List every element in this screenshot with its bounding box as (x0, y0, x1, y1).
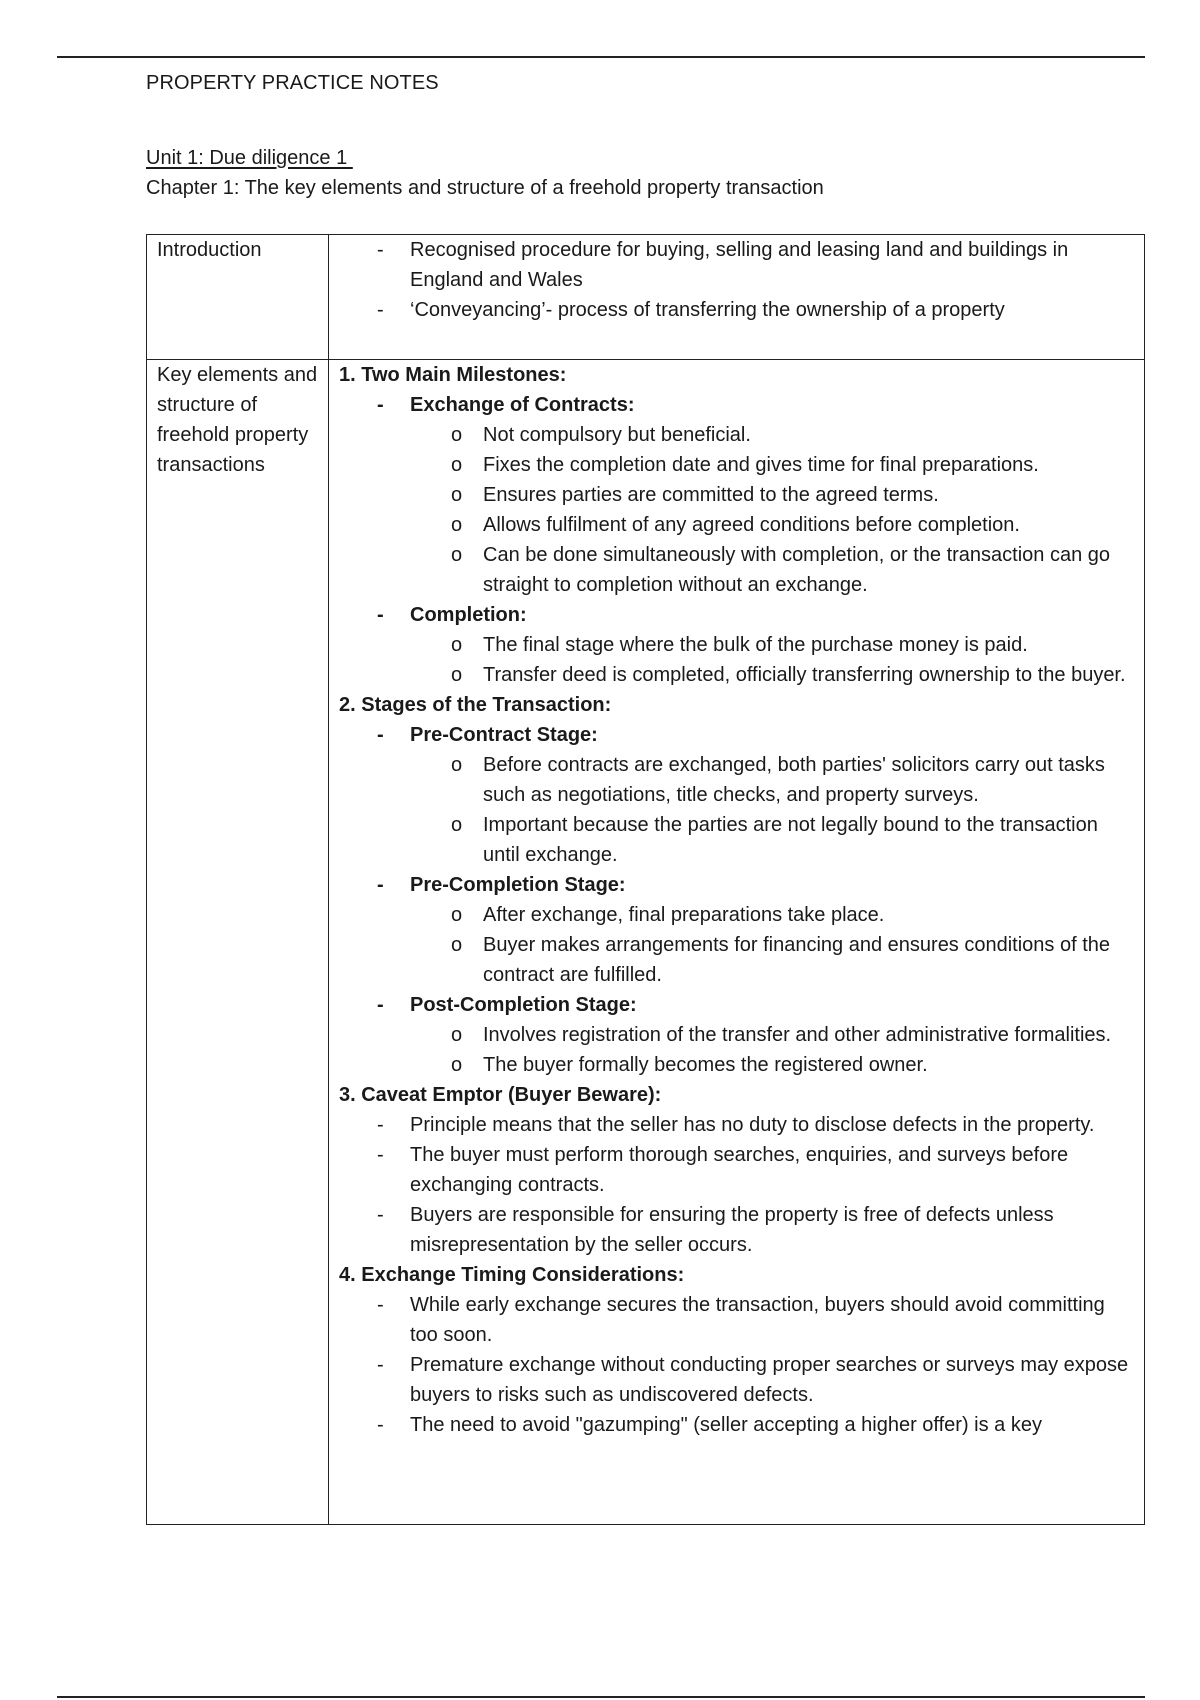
list-item-text: Buyer makes arrangements for financing and ensures conditions of the contract are fulfilled. (483, 934, 1111, 986)
row-content-introduction (329, 235, 1145, 360)
list-item-text: While early exchange secures the transaction, buyers should avoid committing too soon. (410, 1294, 1105, 1346)
list-item-text: Can be done simultaneously with completion, or the transaction can go straight to completion without an exchange. (483, 544, 1111, 596)
dash-bullet-icon: - (377, 604, 384, 626)
dash-bullet-icon: - (377, 1114, 384, 1136)
list-item-text: Allows fulfilment of any agreed conditions before completion. (483, 514, 1020, 536)
list-item (339, 630, 1134, 660)
list-item-text: Before contracts are exchanged, both parties' solicitors carry out tasks such as negotiations, title checks, and property surveys. (483, 754, 1105, 806)
subsection-title (339, 990, 1134, 1020)
list-item (339, 235, 1134, 295)
header-rule (57, 56, 1145, 58)
list-item (339, 510, 1134, 540)
list-item-text: ‘Conveyancing’- process of transferring the ownership of a property (410, 299, 1005, 321)
row-label-introduction: Introduction (147, 235, 329, 360)
list-item (339, 750, 1134, 810)
list-item-text: The buyer must perform thorough searches, enquiries, and surveys before exchanging contracts. (410, 1144, 1069, 1196)
circle-bullet-icon: o (451, 1024, 463, 1046)
list-item (339, 900, 1134, 930)
circle-bullet-icon: o (451, 1054, 463, 1076)
footer-rule (57, 1696, 1145, 1698)
dash-bullet-icon: - (377, 1354, 384, 1376)
dash-bullet-icon: - (377, 724, 384, 746)
list-item (339, 660, 1134, 690)
list-item-text: Important because the parties are not legally bound to the transaction until exchange. (483, 814, 1098, 866)
table-row-introduction (147, 235, 1145, 360)
circle-bullet-icon: o (451, 904, 463, 926)
list-item-text: The final stage where the bulk of the purchase money is paid. (483, 634, 1028, 656)
list-item (339, 1350, 1134, 1410)
dash-bullet-icon: - (377, 299, 384, 321)
subsection-title (339, 390, 1134, 420)
list-item-text: Fixes the completion date and gives time for final preparations. (483, 454, 1039, 476)
section-heading: 1. Two Main Milestones: (339, 364, 567, 386)
list-item (339, 480, 1134, 510)
dash-bullet-icon: - (377, 994, 384, 1016)
list-item-text: The buyer formally becomes the registered owner. (483, 1054, 928, 1076)
circle-bullet-icon: o (451, 484, 463, 506)
list-item (339, 810, 1134, 870)
subsection-title-text: Pre-Completion Stage: (410, 874, 626, 896)
list-item (339, 450, 1134, 480)
list-item (339, 1290, 1134, 1350)
unit-heading: Unit 1: Due diligence 1 (146, 147, 353, 169)
notes-table (146, 234, 1145, 1525)
introduction-bullet-list (339, 235, 1134, 355)
subsection-title-text: Completion: (410, 604, 527, 626)
list-item (339, 930, 1134, 990)
section-heading: 2. Stages of the Transaction: (339, 694, 612, 716)
circle-bullet-icon: o (451, 634, 463, 656)
dash-bullet-icon: - (377, 1144, 384, 1166)
list-item (339, 1140, 1134, 1200)
subsection-title-text: Pre-Contract Stage: (410, 724, 598, 746)
list-item-text: Premature exchange without conducting proper searches or surveys may expose buyers to risks such as undiscovered defects. (410, 1354, 1129, 1406)
list-item (339, 1200, 1134, 1260)
dash-bullet-icon: - (377, 874, 384, 896)
row-content-key-elements (329, 360, 1145, 1525)
subsection-title-text: Exchange of Contracts: (410, 394, 635, 416)
subsection-title (339, 720, 1134, 750)
subsection-title (339, 600, 1134, 630)
dash-bullet-icon: - (377, 394, 384, 416)
dash-bullet-icon: - (377, 1414, 384, 1436)
circle-bullet-icon: o (451, 544, 463, 566)
subsection-title (339, 870, 1134, 900)
list-item-text: Recognised procedure for buying, selling and leasing land and buildings in England and Wales (410, 239, 1069, 291)
list-item (339, 295, 1134, 325)
table-row-key-elements (147, 360, 1145, 1525)
circle-bullet-icon: o (451, 454, 463, 476)
list-item (339, 1050, 1134, 1080)
row-label-key-elements: Key elements and structure of freehold property transactions (147, 360, 329, 1525)
section-heading: 4. Exchange Timing Considerations: (339, 1264, 685, 1286)
list-item (339, 1410, 1134, 1440)
dash-bullet-icon: - (377, 239, 384, 261)
list-item-text: Principle means that the seller has no duty to disclose defects in the property. (410, 1114, 1095, 1136)
list-item-text: Buyers are responsible for ensuring the property is free of defects unless misrepresentation by the seller occurs. (410, 1204, 1054, 1256)
list-item-text: After exchange, final preparations take place. (483, 904, 885, 926)
document-title: PROPERTY PRACTICE NOTES (146, 72, 439, 94)
list-item-text: The need to avoid "gazumping" (seller accepting a higher offer) is a key (410, 1414, 1042, 1436)
list-item (339, 540, 1134, 600)
circle-bullet-icon: o (451, 814, 463, 836)
list-item (339, 1110, 1134, 1140)
dash-bullet-icon: - (377, 1294, 384, 1316)
circle-bullet-icon: o (451, 664, 463, 686)
chapter-heading: Chapter 1: The key elements and structure of a freehold property transaction (146, 177, 824, 199)
circle-bullet-icon: o (451, 934, 463, 956)
dash-bullet-icon: - (377, 1204, 384, 1226)
circle-bullet-icon: o (451, 424, 463, 446)
list-item-text: Not compulsory but beneficial. (483, 424, 751, 446)
circle-bullet-icon: o (451, 514, 463, 536)
list-item (339, 1020, 1134, 1050)
list-item (339, 420, 1134, 450)
list-item-text: Involves registration of the transfer and other administrative formalities. (483, 1024, 1112, 1046)
circle-bullet-icon: o (451, 754, 463, 776)
subsection-title-text: Post-Completion Stage: (410, 994, 637, 1016)
section-heading: 3. Caveat Emptor (Buyer Beware): (339, 1084, 662, 1106)
list-item-text: Ensures parties are committed to the agreed terms. (483, 484, 939, 506)
list-item-text: Transfer deed is completed, officially transferring ownership to the buyer. (483, 664, 1126, 686)
